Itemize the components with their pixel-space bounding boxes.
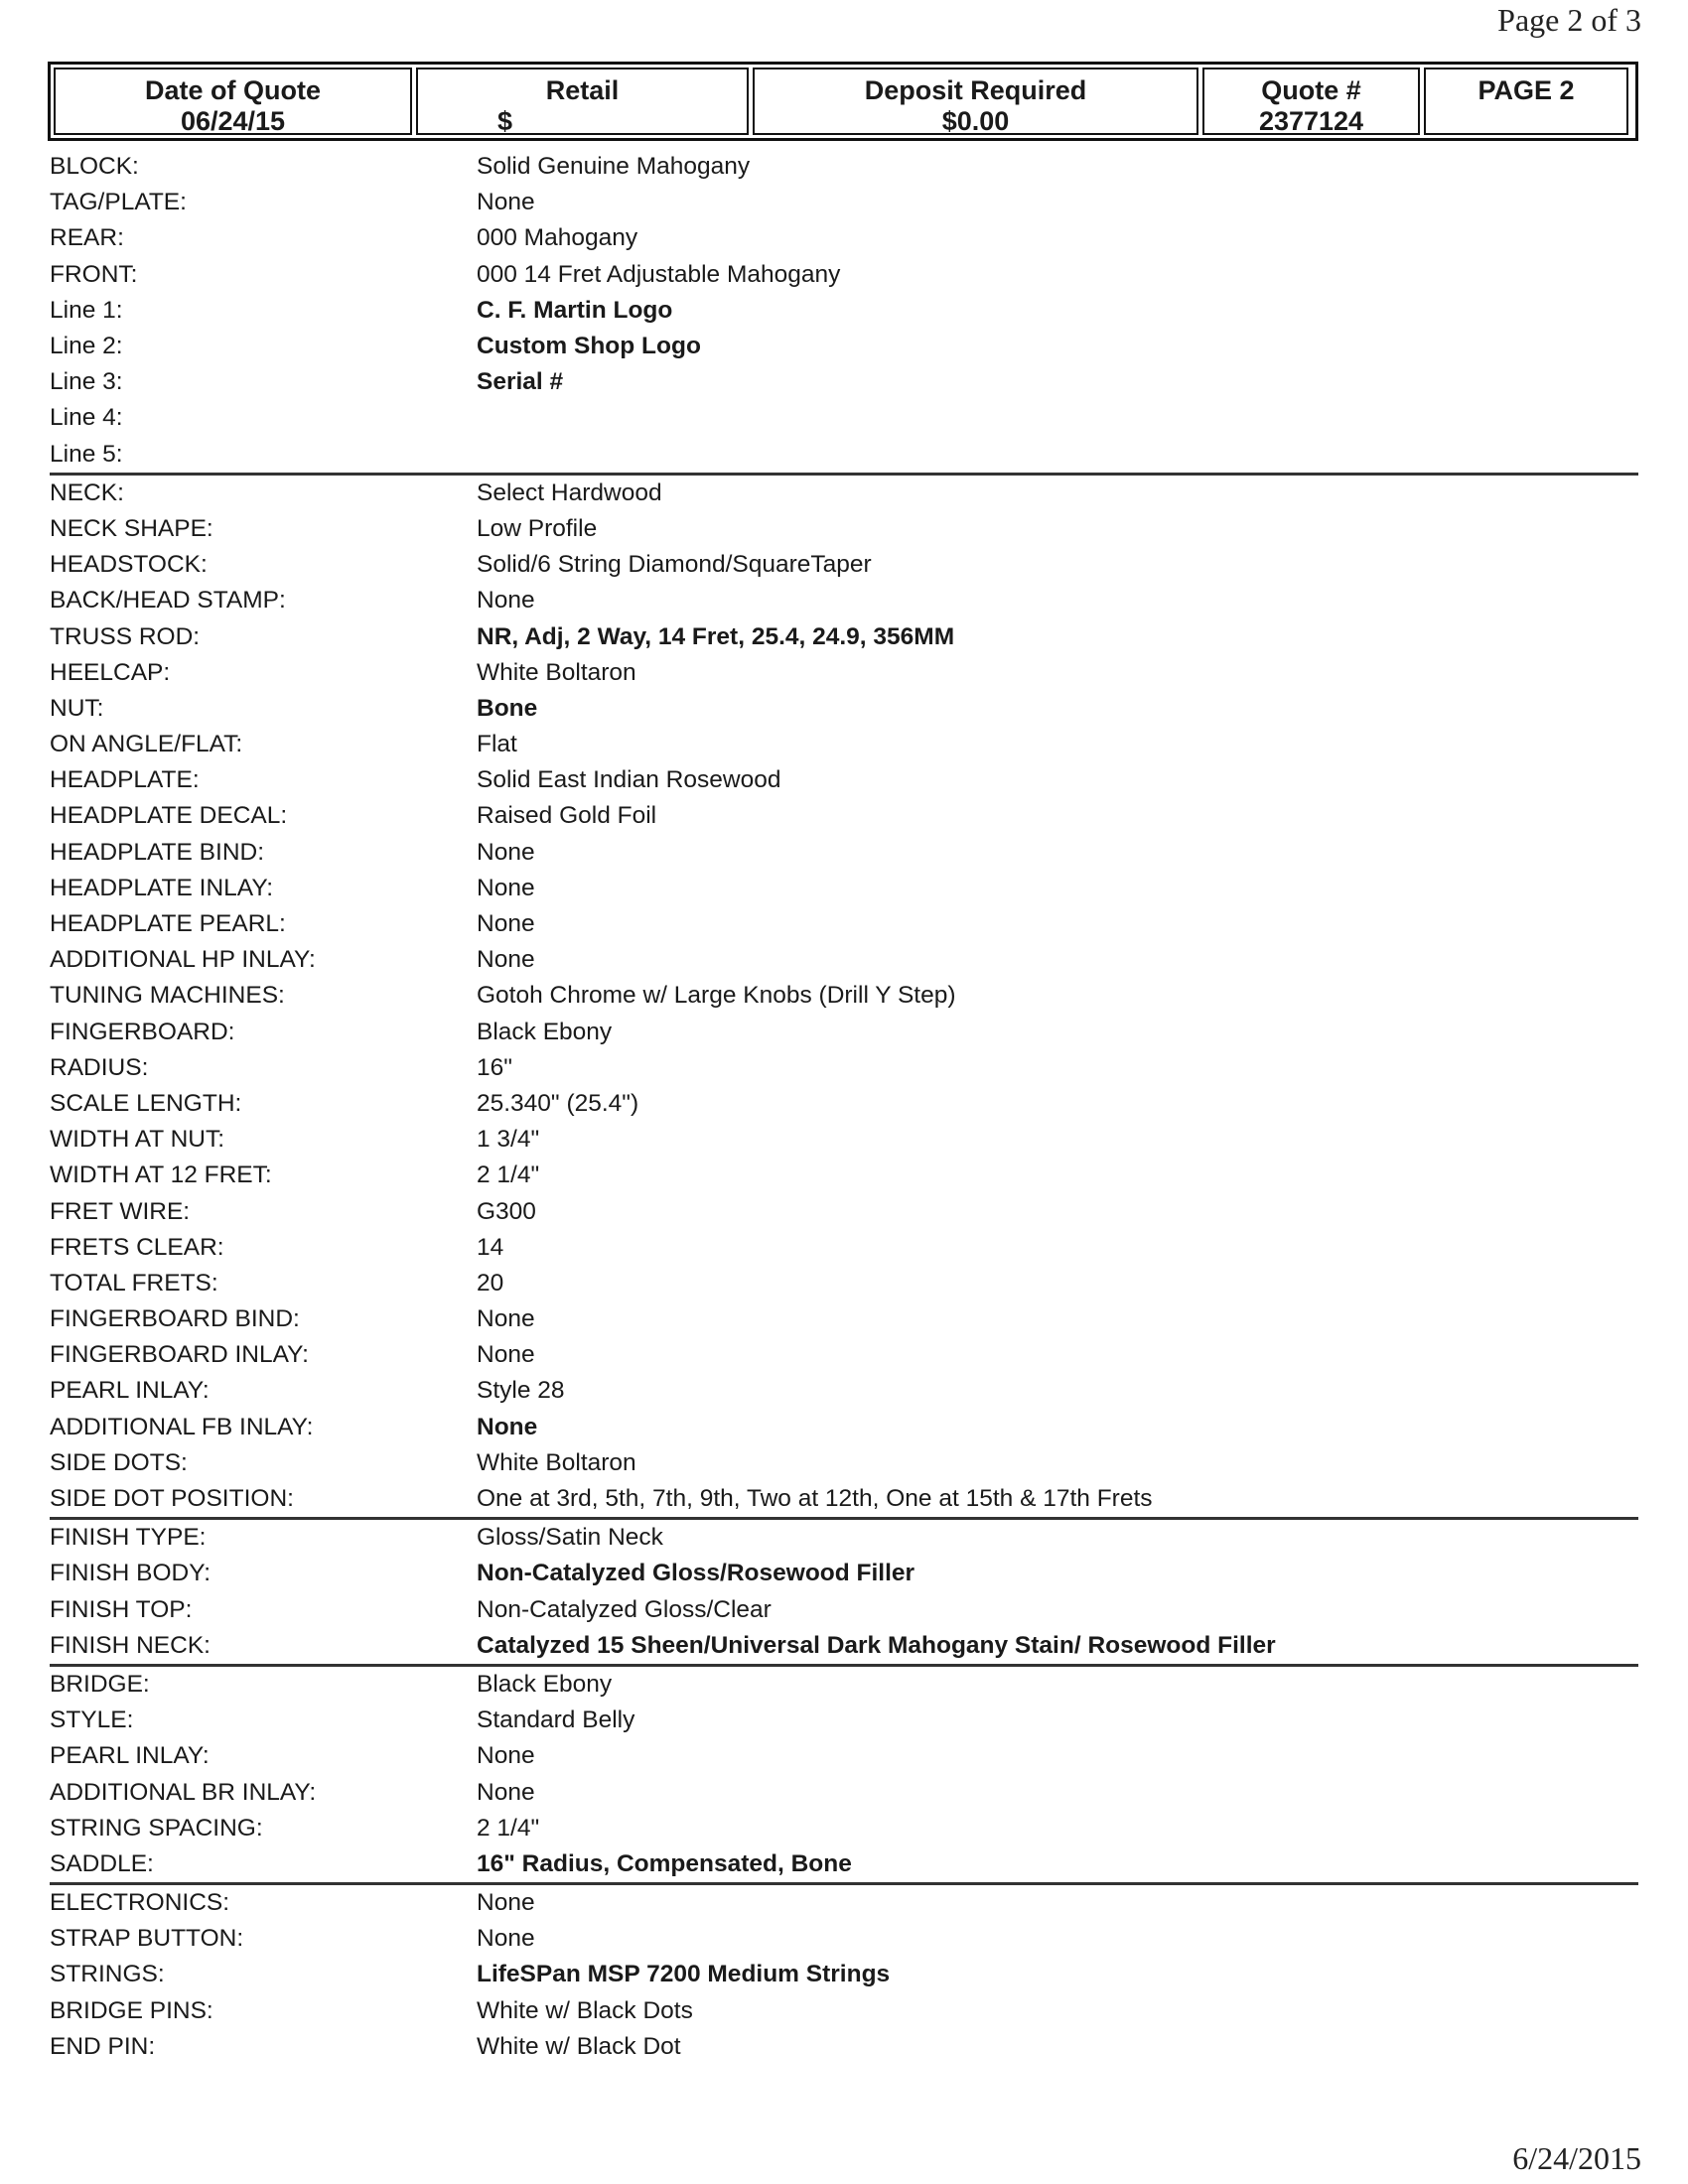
spec-row [50, 1703, 1638, 1738]
spec-label: SADDLE: [50, 1849, 154, 1877]
spec-row [50, 1738, 1638, 1774]
spec-row [50, 329, 1638, 364]
spec-row [50, 871, 1638, 906]
spec-value: None [477, 946, 535, 974]
spec-label: STRING SPACING: [50, 1814, 263, 1842]
spec-label: STRAP BUTTON: [50, 1925, 244, 1953]
spec-section [50, 149, 1638, 476]
spec-label: NECK: [50, 478, 124, 506]
spec-row [50, 149, 1638, 185]
spec-row [50, 942, 1638, 978]
spec-row [50, 798, 1638, 834]
spec-row [50, 1628, 1638, 1664]
spec-value: 2 1/4" [477, 1814, 540, 1842]
spec-label: BRIDGE: [50, 1670, 150, 1698]
spec-value: Standard Belly [477, 1706, 635, 1734]
deposit-required-cell [753, 68, 1198, 135]
spec-label: ELECTRONICS: [50, 1889, 230, 1917]
deposit-required-value: $0.00 [941, 106, 1010, 136]
spec-value: NR, Adj, 2 Way, 14 Fret, 25.4, 24.9, 356MM [477, 622, 955, 650]
spec-label: FINGERBOARD: [50, 1018, 235, 1045]
quote-number-label: Quote # [1261, 75, 1361, 105]
spec-value: 000 14 Fret Adjustable Mahogany [477, 260, 841, 288]
spec-list [50, 149, 1638, 2065]
spec-label: FINGERBOARD BIND: [50, 1305, 300, 1333]
spec-value: 20 [477, 1269, 504, 1297]
spec-label: BRIDGE PINS: [50, 1996, 213, 2024]
spec-row [50, 1445, 1638, 1481]
spec-value: Flat [477, 731, 517, 758]
spec-label: HEADPLATE INLAY: [50, 874, 274, 901]
spec-row [50, 293, 1638, 329]
spec-label: Line 2: [50, 333, 123, 360]
spec-label: SCALE LENGTH: [50, 1089, 242, 1117]
date-of-quote-cell [54, 68, 412, 135]
spec-value: LifeSPan MSP 7200 Medium Strings [477, 1961, 891, 1988]
spec-value: None [477, 1889, 535, 1917]
spec-value: C. F. Martin Logo [477, 296, 673, 324]
spec-row [50, 1592, 1638, 1628]
spec-value: Black Ebony [477, 1670, 613, 1698]
spec-label: HEELCAP: [50, 658, 171, 686]
spec-row [50, 1301, 1638, 1337]
page-label: PAGE 2 [1477, 75, 1575, 105]
spec-label: ON ANGLE/FLAT: [50, 731, 243, 758]
spec-value: Solid/6 String Diamond/SquareTaper [477, 551, 872, 579]
spec-label: FINGERBOARD INLAY: [50, 1341, 309, 1369]
spec-row [50, 1846, 1638, 1882]
spec-value: None [477, 1778, 535, 1806]
spec-row [50, 476, 1638, 511]
spec-value: Raised Gold Foil [477, 802, 657, 830]
retail-label: Retail [545, 75, 620, 105]
spec-label: SIDE DOTS: [50, 1448, 188, 1476]
spec-row [50, 691, 1638, 727]
spec-row [50, 1993, 1638, 2029]
spec-label: Line 3: [50, 368, 123, 396]
spec-label: Line 1: [50, 296, 123, 324]
spec-row [50, 1667, 1638, 1703]
spec-row [50, 2029, 1638, 2065]
spec-row [50, 1921, 1638, 1957]
spec-value: Solid East Indian Rosewood [477, 766, 781, 794]
page-indicator: Page 2 of 3 [1497, 2, 1641, 38]
spec-row [50, 364, 1638, 400]
spec-value: 000 Mahogany [477, 224, 638, 252]
footer-date: 6/24/2015 [1512, 2140, 1641, 2176]
spec-row [50, 1266, 1638, 1301]
spec-value: 14 [477, 1233, 504, 1261]
quote-number-value: 2377124 [1258, 106, 1364, 136]
spec-value: White w/ Black Dot [477, 2032, 681, 2060]
spec-label: TRUSS ROD: [50, 622, 201, 650]
spec-label: HEADSTOCK: [50, 551, 208, 579]
spec-value: None [477, 189, 535, 216]
spec-value: None [477, 587, 535, 614]
spec-value: None [477, 1305, 535, 1333]
spec-label: PEARL INLAY: [50, 1377, 210, 1405]
spec-row [50, 978, 1638, 1014]
spec-row [50, 583, 1638, 618]
spec-label: ADDITIONAL BR INLAY: [50, 1778, 317, 1806]
spec-row [50, 1556, 1638, 1591]
spec-label: Line 5: [50, 440, 123, 468]
spec-value: None [477, 1742, 535, 1770]
spec-row [50, 1122, 1638, 1158]
spec-value: 25.340" (25.4") [477, 1089, 639, 1117]
spec-label: NUT: [50, 694, 104, 722]
spec-label: WIDTH AT NUT: [50, 1126, 225, 1154]
spec-label: STRINGS: [50, 1961, 165, 1988]
spec-value: 1 3/4" [477, 1126, 540, 1154]
spec-label: TUNING MACHINES: [50, 982, 285, 1010]
spec-row [50, 1774, 1638, 1810]
spec-label: HEADPLATE PEARL: [50, 910, 286, 938]
spec-row [50, 1481, 1638, 1517]
spec-value: None [477, 874, 535, 901]
spec-value: Catalyzed 15 Sheen/Universal Dark Mahogany Stain/ Rosewood Filler [477, 1631, 1276, 1659]
spec-row [50, 618, 1638, 654]
spec-value: Gotoh Chrome w/ Large Knobs (Drill Y Step) [477, 982, 956, 1010]
spec-value: White Boltaron [477, 658, 636, 686]
spec-row [50, 257, 1638, 293]
spec-value: White w/ Black Dots [477, 1996, 693, 2024]
spec-value: Low Profile [477, 514, 598, 542]
spec-label: BLOCK: [50, 153, 139, 181]
spec-row [50, 1015, 1638, 1050]
spec-section [50, 1885, 1638, 2065]
spec-label: WIDTH AT 12 FRET: [50, 1161, 272, 1189]
spec-row [50, 1050, 1638, 1086]
spec-section [50, 476, 1638, 1520]
spec-row [50, 835, 1638, 871]
spec-row [50, 1811, 1638, 1846]
spec-row [50, 1957, 1638, 1992]
spec-value: None [477, 910, 535, 938]
spec-label: PEARL INLAY: [50, 1742, 210, 1770]
spec-row [50, 655, 1638, 691]
spec-value: Custom Shop Logo [477, 333, 701, 360]
spec-label: ADDITIONAL HP INLAY: [50, 946, 316, 974]
spec-value: Select Hardwood [477, 478, 662, 506]
spec-label: FINISH BODY: [50, 1560, 211, 1587]
spec-label: TOTAL FRETS: [50, 1269, 218, 1297]
spec-label: FRET WIRE: [50, 1197, 191, 1225]
spec-label: FINISH TOP: [50, 1595, 193, 1623]
retail-cell [416, 68, 749, 135]
spec-row [50, 906, 1638, 942]
deposit-required-label: Deposit Required [864, 75, 1087, 105]
spec-value: G300 [477, 1197, 536, 1225]
quote-number-cell [1202, 68, 1420, 135]
spec-value: None [477, 838, 535, 866]
spec-value: None [477, 1925, 535, 1953]
spec-label: STYLE: [50, 1706, 134, 1734]
spec-value: Bone [477, 694, 538, 722]
spec-row [50, 511, 1638, 547]
spec-label: HEADPLATE BIND: [50, 838, 265, 866]
spec-label: FRETS CLEAR: [50, 1233, 224, 1261]
spec-value: None [477, 1413, 538, 1440]
spec-value: 16" Radius, Compensated, Bone [477, 1849, 852, 1877]
spec-row [50, 1193, 1638, 1229]
spec-value: One at 3rd, 5th, 7th, 9th, Two at 12th, One at 15th & 17th Frets [477, 1485, 1153, 1513]
spec-value: 16" [477, 1053, 512, 1081]
spec-row [50, 1373, 1638, 1409]
spec-row [50, 1410, 1638, 1445]
spec-value: Non-Catalyzed Gloss/Rosewood Filler [477, 1560, 915, 1587]
spec-row [50, 1885, 1638, 1921]
date-of-quote-label: Date of Quote [144, 75, 321, 105]
spec-value: None [477, 1341, 535, 1369]
spec-value: Gloss/Satin Neck [477, 1524, 663, 1552]
spec-row [50, 762, 1638, 798]
spec-row [50, 400, 1638, 436]
spec-row [50, 437, 1638, 473]
spec-label: END PIN: [50, 2032, 156, 2060]
spec-value: Non-Catalyzed Gloss/Clear [477, 1595, 772, 1623]
spec-row [50, 547, 1638, 583]
spec-label: Line 4: [50, 404, 123, 432]
spec-row [50, 1158, 1638, 1193]
spec-label: NECK SHAPE: [50, 514, 213, 542]
spec-label: BACK/HEAD STAMP: [50, 587, 286, 614]
spec-value: White Boltaron [477, 1448, 636, 1476]
spec-label: HEADPLATE: [50, 766, 200, 794]
spec-value: Serial # [477, 368, 564, 396]
spec-value: Style 28 [477, 1377, 565, 1405]
spec-label: FINISH TYPE: [50, 1524, 207, 1552]
spec-value: 2 1/4" [477, 1161, 540, 1189]
spec-label: TAG/PLATE: [50, 189, 187, 216]
spec-label: FRONT: [50, 260, 138, 288]
spec-row [50, 727, 1638, 762]
spec-section [50, 1667, 1638, 1885]
spec-row [50, 185, 1638, 220]
spec-label: HEADPLATE DECAL: [50, 802, 288, 830]
spec-section [50, 1520, 1638, 1667]
quote-header [48, 62, 1638, 141]
spec-label: ADDITIONAL FB INLAY: [50, 1413, 314, 1440]
spec-label: FINISH NECK: [50, 1631, 211, 1659]
retail-value: $ [497, 106, 513, 136]
spec-row [50, 1337, 1638, 1373]
spec-value: Solid Genuine Mahogany [477, 153, 751, 181]
spec-label: SIDE DOT POSITION: [50, 1485, 294, 1513]
spec-row [50, 1086, 1638, 1122]
spec-row [50, 220, 1638, 256]
spec-label: REAR: [50, 224, 124, 252]
spec-value: Black Ebony [477, 1018, 613, 1045]
date-of-quote-value: 06/24/15 [180, 106, 286, 136]
page-label-cell [1424, 68, 1628, 135]
spec-row [50, 1230, 1638, 1266]
spec-label: RADIUS: [50, 1053, 149, 1081]
spec-row [50, 1520, 1638, 1556]
